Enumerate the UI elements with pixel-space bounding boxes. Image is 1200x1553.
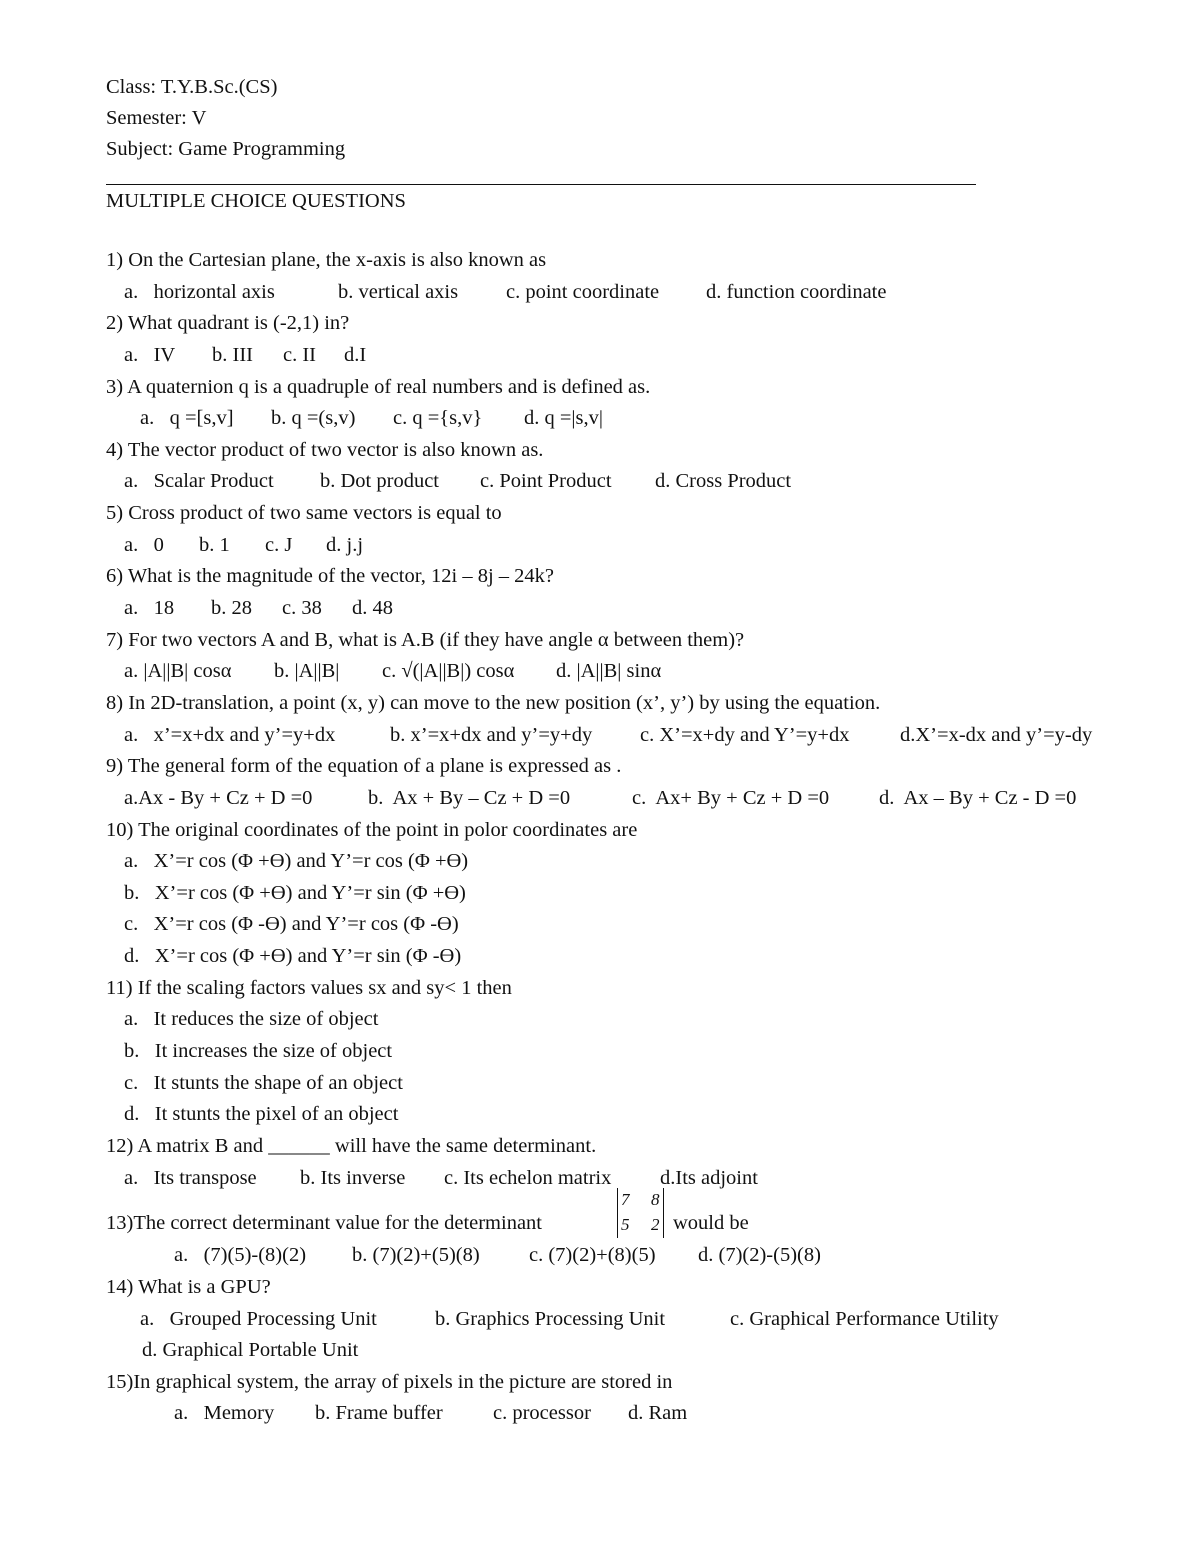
option-12c: c. Its echelon matrix bbox=[444, 1166, 612, 1189]
option-10c: c. X’=r cos (Φ -Ө) and Y’=r cos (Φ -Ө) bbox=[124, 913, 459, 936]
question-2: 2) What quadrant is (-2,1) in? bbox=[106, 312, 350, 335]
option-12a: a. Its transpose bbox=[124, 1166, 257, 1189]
option-4d: d. Cross Product bbox=[655, 470, 792, 493]
option-8a: a. x’=x+dx and y’=y+dx bbox=[124, 723, 336, 746]
option-11a: a. It reduces the size of object bbox=[124, 1008, 379, 1031]
option-8b: b. x’=x+dx and y’=y+dy bbox=[390, 723, 593, 746]
option-9b: b. Ax + By – Cz + D =0 bbox=[368, 786, 571, 809]
option-5d: d. j.j bbox=[326, 533, 364, 556]
option-3b: b. q =(s,v) bbox=[271, 407, 356, 430]
determinant-matrix bbox=[617, 1188, 664, 1238]
option-4b: b. Dot product bbox=[320, 470, 439, 493]
matrix-cell: 8 bbox=[651, 1190, 660, 1210]
option-4a: a. Scalar Product bbox=[124, 470, 274, 493]
option-13d: d. (7)(2)-(5)(8) bbox=[698, 1244, 821, 1267]
options-13 bbox=[106, 1240, 1186, 1272]
question-5: 5) Cross product of two same vectors is equal to bbox=[106, 502, 502, 525]
section-title: MULTIPLE CHOICE QUESTIONS bbox=[106, 190, 406, 212]
question-8: 8) In 2D-translation, a point (x, y) can move to the new position (x’, y’) by using the equation. bbox=[106, 691, 881, 714]
option-7a: a. |A||B| cosα bbox=[124, 660, 232, 683]
option-1c: c. point coordinate bbox=[506, 280, 660, 303]
option-10a: a. X’=r cos (Φ +Ө) and Y’=r cos (Φ +Ө) bbox=[124, 850, 469, 873]
option-14a: a. Grouped Processing Unit bbox=[140, 1307, 377, 1330]
options-5 bbox=[106, 530, 1186, 562]
option-9a: a.Ax - By + Cz + D =0 bbox=[124, 786, 313, 809]
option-1b: b. vertical axis bbox=[338, 280, 459, 303]
option-9c: c. Ax+ By + Cz + D =0 bbox=[632, 786, 830, 809]
option-4c: c. Point Product bbox=[480, 470, 612, 493]
matrix-cell: 2 bbox=[651, 1215, 660, 1235]
options-9 bbox=[106, 783, 1186, 815]
options-3 bbox=[106, 403, 1186, 435]
option-3a: a. q =[s,v] bbox=[140, 407, 234, 430]
option-10d: d. X’=r cos (Φ +Ө) and Y’=r sin (Φ -Ө) bbox=[124, 945, 462, 968]
option-6a: a. 18 bbox=[124, 597, 175, 620]
option-10b: b. X’=r cos (Φ +Ө) and Y’=r sin (Φ +Ө) bbox=[124, 881, 466, 904]
option-7d: d. |A||B| sinα bbox=[556, 660, 662, 683]
option-8d: d.X’=x-dx and y’=y-dy bbox=[900, 723, 1093, 746]
option-13b: b. (7)(2)+(5)(8) bbox=[352, 1244, 480, 1267]
semester-line: Semester: V bbox=[106, 107, 207, 129]
question-7: 7) For two vectors A and B, what is A.B (if they have angle α between them)? bbox=[106, 628, 745, 651]
options-6 bbox=[106, 593, 1186, 625]
question-9: 9) The general form of the equation of a plane is expressed as . bbox=[106, 755, 622, 778]
option-12d: d.Its adjoint bbox=[660, 1166, 758, 1189]
question-15: 15)In graphical system, the array of pixels in the picture are stored in bbox=[106, 1370, 673, 1393]
option-6d: d. 48 bbox=[352, 597, 393, 620]
option-15a: a. Memory bbox=[174, 1402, 275, 1425]
option-2c: c. II bbox=[283, 343, 317, 366]
question-14: 14) What is a GPU? bbox=[106, 1275, 271, 1298]
subject-line: Subject: Game Programming bbox=[106, 138, 346, 160]
option-3d: d. q =|s,v| bbox=[524, 407, 603, 430]
option-2b: b. III bbox=[212, 343, 253, 366]
question-13 bbox=[106, 1190, 1186, 1240]
options-1 bbox=[106, 277, 1186, 309]
options-2 bbox=[106, 340, 1186, 372]
option-15c: c. processor bbox=[493, 1402, 591, 1425]
option-9d: d. Ax – By + Cz - D =0 bbox=[879, 786, 1077, 809]
option-8c: c. X’=x+dy and Y’=y+dx bbox=[640, 723, 850, 746]
question-12: 12) A matrix B and ______ will have the same determinant. bbox=[106, 1134, 597, 1157]
option-3c: c. q ={s,v} bbox=[393, 407, 483, 430]
option-15d: d. Ram bbox=[628, 1402, 688, 1425]
option-5a: a. 0 bbox=[124, 533, 164, 556]
options-14 bbox=[106, 1304, 1186, 1336]
question-list bbox=[106, 245, 1186, 1430]
option-11c: c. It stunts the shape of an object bbox=[124, 1071, 403, 1094]
options-4 bbox=[106, 466, 1186, 498]
option-5b: b. 1 bbox=[199, 533, 230, 556]
option-6b: b. 28 bbox=[211, 597, 252, 620]
options-8 bbox=[106, 720, 1186, 752]
option-7c: c. √(|A||B|) cosα bbox=[382, 660, 515, 683]
question-13-text: 13)The correct determinant value for the determinant bbox=[106, 1212, 542, 1235]
question-10: 10) The original coordinates of the point in polor coordinates are bbox=[106, 818, 638, 841]
class-line: Class: T.Y.B.Sc.(CS) bbox=[106, 76, 278, 98]
header-divider bbox=[106, 184, 976, 185]
question-3: 3) A quaternion q is a quadruple of real numbers and is defined as. bbox=[106, 375, 651, 398]
matrix-cell: 7 bbox=[621, 1190, 630, 1210]
option-14d: d. Graphical Portable Unit bbox=[142, 1339, 359, 1362]
option-6c: c. 38 bbox=[282, 597, 322, 620]
option-14b: b. Graphics Processing Unit bbox=[435, 1307, 666, 1330]
option-1a: a. horizontal axis bbox=[124, 280, 275, 303]
matrix-cell: 5 bbox=[621, 1215, 630, 1235]
option-11b: b. It increases the size of object bbox=[124, 1040, 393, 1063]
question-1: 1) On the Cartesian plane, the x-axis is also known as bbox=[106, 249, 547, 271]
option-15b: b. Frame buffer bbox=[315, 1402, 443, 1425]
option-13c: c. (7)(2)+(8)(5) bbox=[529, 1244, 656, 1267]
option-5c: c. J bbox=[265, 533, 293, 556]
option-11d: d. It stunts the pixel of an object bbox=[124, 1103, 399, 1126]
question-6: 6) What is the magnitude of the vector, 12i – 8j – 24k? bbox=[106, 565, 554, 588]
option-2a: a. IV bbox=[124, 343, 176, 366]
question-11: 11) If the scaling factors values sx and sy< 1 then bbox=[106, 976, 512, 999]
options-14-cont bbox=[106, 1335, 1186, 1367]
question-4: 4) The vector product of two vector is also known as. bbox=[106, 438, 544, 461]
question-13-suffix: would be bbox=[673, 1212, 749, 1235]
option-7b: b. |A||B| bbox=[274, 660, 340, 683]
option-13a: a. (7)(5)-(8)(2) bbox=[174, 1244, 307, 1267]
document-header bbox=[106, 72, 345, 165]
option-2d: d.I bbox=[344, 343, 367, 366]
options-7 bbox=[106, 656, 1186, 688]
options-15 bbox=[106, 1398, 1186, 1430]
option-12b: b. Its inverse bbox=[300, 1166, 406, 1189]
option-14c: c. Graphical Performance Utility bbox=[730, 1307, 999, 1330]
option-1d: d. function coordinate bbox=[706, 280, 887, 303]
